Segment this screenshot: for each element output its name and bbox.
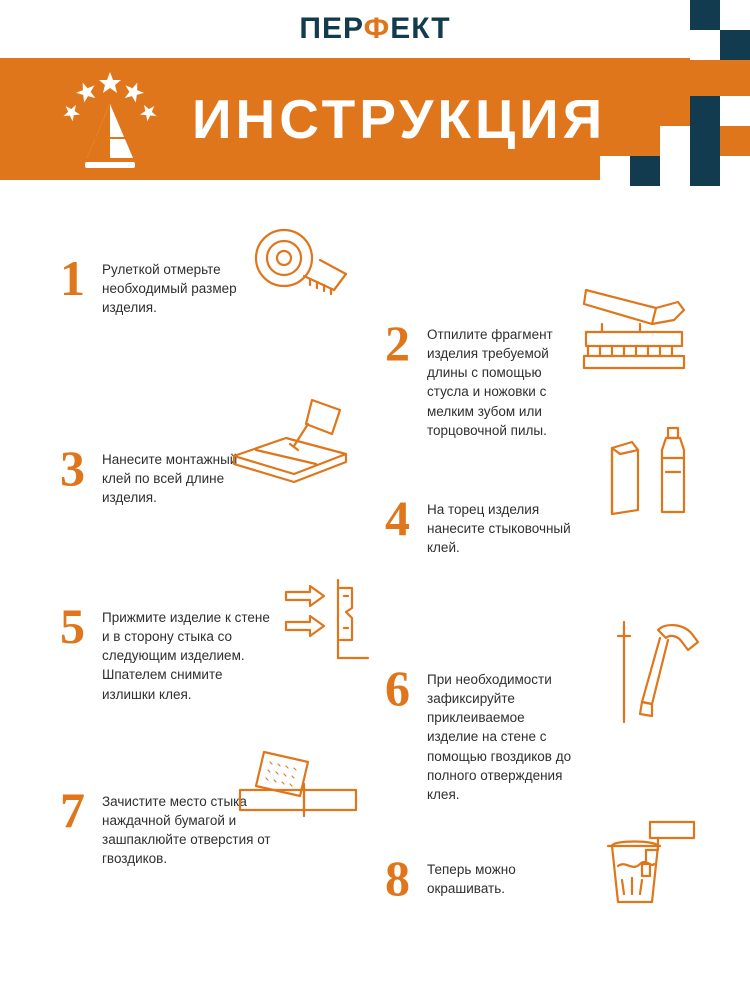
step-2	[385, 315, 595, 440]
step-text: Теперь можно окрашивать.	[427, 862, 516, 897]
step-1	[60, 250, 260, 317]
glue-gun-on-moulding-icon	[228, 394, 358, 484]
page-title: ИНСТРУКЦИЯ	[192, 87, 607, 150]
brand-logotype	[299, 12, 450, 46]
logo-mark	[55, 68, 165, 173]
hand-saw-and-miter-box-icon	[578, 284, 698, 384]
step-8	[385, 850, 585, 906]
brand-accent-letter: Ф	[363, 12, 391, 45]
brand-row	[0, 0, 750, 58]
step-number: 7	[60, 782, 85, 838]
step-number: 4	[385, 490, 410, 546]
step-number: 8	[385, 850, 410, 906]
step-number: 2	[385, 315, 410, 371]
step-text: Прижмите изделие к стене и в сторону стыка со следующим изделием. Шпателем снимите излишки клея.	[102, 610, 270, 702]
sandpaper-on-joint-icon	[238, 748, 358, 828]
step-text: При необходимости зафиксируйте приклеиваемое изделие на стене с помощью гвоздиков до полного отверждения клея.	[427, 672, 572, 802]
page-header	[0, 0, 750, 196]
glue-tube-icon	[598, 424, 708, 519]
step-text: Рулеткой отмерьте необходимый размер изделия.	[102, 262, 237, 316]
instruction-steps	[0, 196, 750, 1000]
checker-decor-band-right	[600, 96, 750, 196]
step-number: 5	[60, 598, 85, 654]
step-number: 6	[385, 660, 410, 716]
hammer-and-nail-icon	[608, 618, 708, 728]
step-text: Нанесите монтажный клей по всей длине изделия.	[102, 452, 238, 506]
press-arrows-to-wall-icon	[282, 578, 372, 668]
paint-roller-and-bucket-icon	[598, 806, 708, 911]
brand-prefix: ПЕР	[299, 12, 364, 45]
step-number: 1	[60, 250, 85, 306]
tape-measure-icon	[248, 224, 358, 304]
brand-suffix: ЕКТ	[390, 12, 451, 45]
step-text: Отпилите фрагмент изделия требуемой длины с помощью стусла и ножовки с мелким зубом или торцовочной пилы.	[427, 327, 553, 438]
step-number: 3	[60, 440, 85, 496]
step-6	[385, 660, 605, 804]
step-text: Зачистите место стыка наждачной бумагой и зашпаклюйте отверстия от гвоздиков.	[102, 794, 271, 867]
step-4	[385, 490, 595, 557]
step-5	[60, 598, 290, 704]
step-text: На торец изделия нанесите стыковочный клей.	[427, 502, 571, 556]
